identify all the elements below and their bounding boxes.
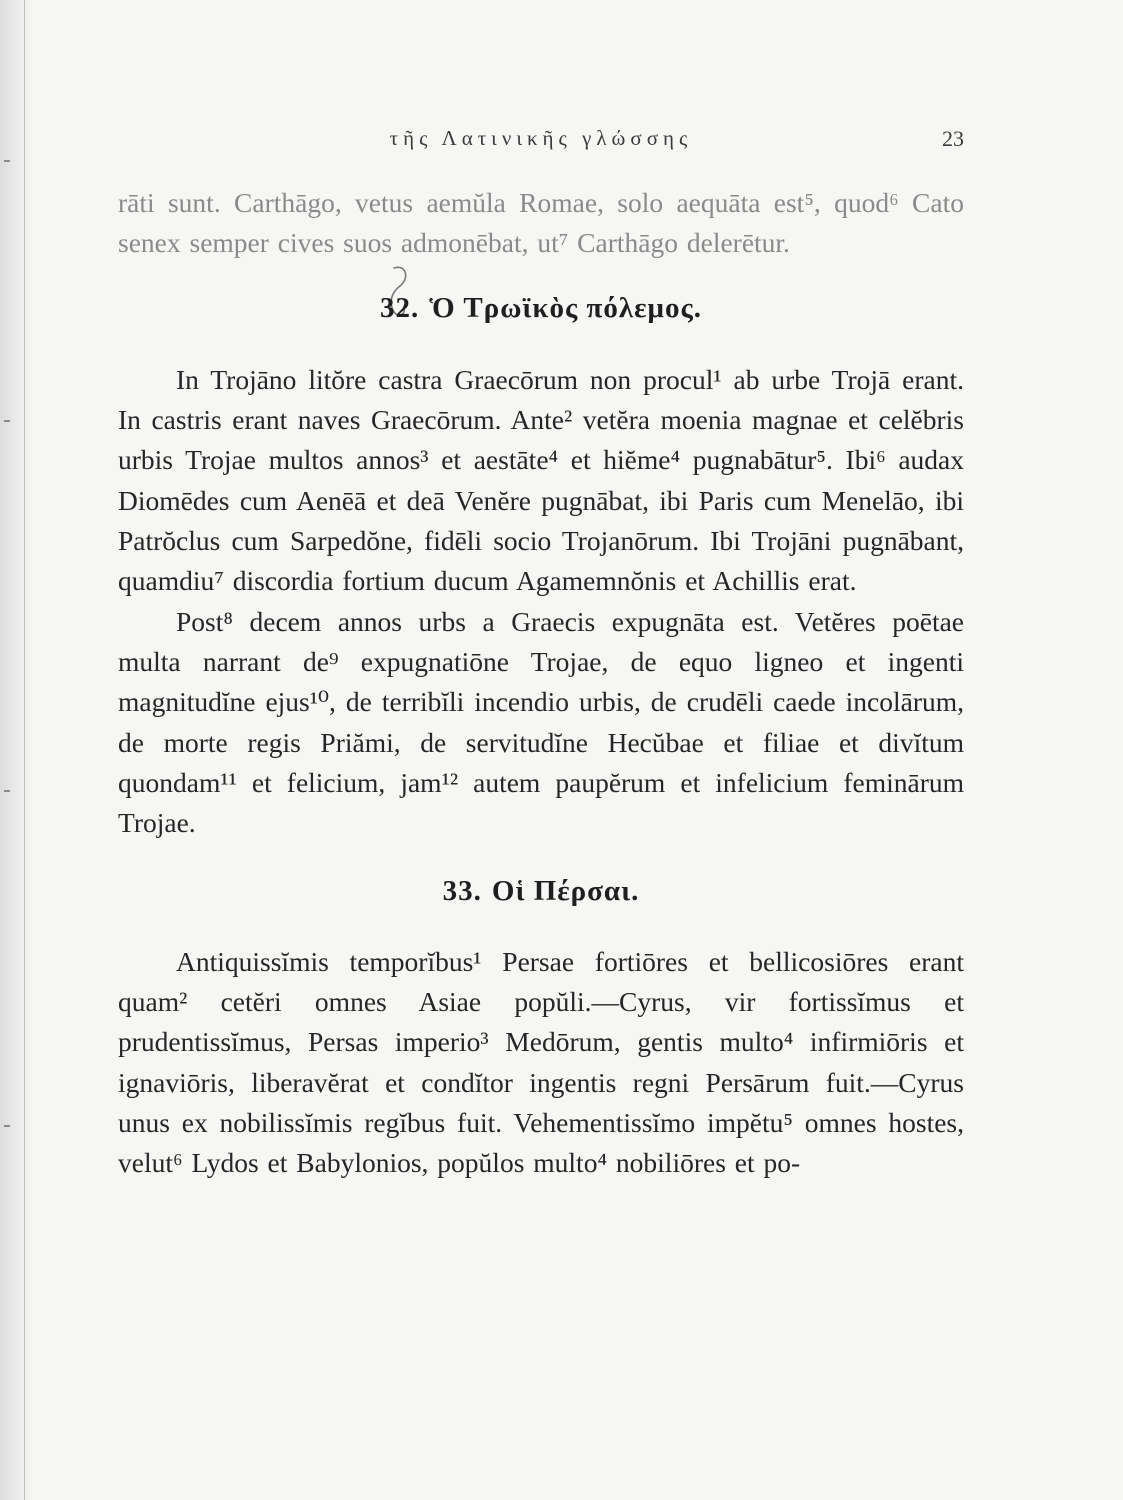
page-binding-shadow <box>0 0 34 1500</box>
paragraph: Post⁸ decem annos urbs a Graecis expugnāta est. Vetĕres poētae multa narrant de⁹ expugnatiōne Trojae, de equo ligneo et ingenti magnitudĭne ejus¹⁰, de terribĭli incendio urbis, de crudēli caede incolārum, de morte regis Priămi, de servitudĭne Hecŭbae et filiae et divĭtum quondam¹¹ et felicium, jam¹² autem paupĕrum et infelicium feminārum Trojae. <box>118 605 964 839</box>
margin-tick <box>4 790 10 792</box>
section-title: Οἱ Πέρσαι. <box>491 875 640 908</box>
section-number: 32. <box>380 291 420 324</box>
page-content <box>118 183 964 1184</box>
running-title: τῆς Λατινικῆς γλώσσης <box>389 126 693 150</box>
continuation-paragraph: rāti sunt. Carthāgo, vetus aemŭla Romae, solo aequāta est⁵, quod⁶ Cato senex semper cives suos admonēbat, ut⁷ Carthāgo delerētur. <box>118 187 964 259</box>
paragraph: Antiquissĭmis temporĭbus¹ Persae fortiōres et bellicosiōres erant quam² cetĕri omnes Asiae popŭli.—Cyrus, vir fortissĭmus et prudentissĭmus, Persas imperio³ Medōrum, gentis multo⁴ infirmiōris et ignaviōris, liberavĕrat et condĭtor ingentis regni Persārum fuit.—Cyrus unus ex nobilissĭmis regĭbus fuit. Vehementissĭmo impĕtu⁵ omnes hostes, velut⁶ Lydos et Babylonios, popŭlos multo⁴ nobiliōres et po- <box>118 945 964 1179</box>
margin-tick <box>4 160 10 162</box>
section-number: 33. <box>442 875 482 908</box>
running-head <box>118 126 964 156</box>
section-heading-32 <box>118 288 964 328</box>
margin-tick <box>4 1125 10 1127</box>
section-heading-33 <box>118 871 964 911</box>
margin-tick <box>4 420 10 422</box>
page-number: 23 <box>942 126 964 151</box>
page-binding-edge <box>24 0 25 1500</box>
section-title: Ὁ Τρωϊκὸς πόλεμος. <box>429 291 702 324</box>
paragraph: In Trojāno litŏre castra Graecōrum non procul¹ ab urbe Trojā erant. In castris erant naves Graecōrum. Ante² vetĕra moenia magnae et celĕbris urbis Trojae multos annos³ et aestāte⁴ et hiĕme⁴ pugnabātur⁵. Ibi⁶ audax Diomēdes cum Aenēā et deā Venĕre pugnābat, ibi Paris cum Menelāo, ibi Patrŏclus cum Sarpedŏne, fidēli socio Trojanōrum. Ibi Trojāni pugnābant, quamdiu⁷ discordia fortium ducum Agamemnŏnis et Achillis erat. <box>118 363 964 597</box>
